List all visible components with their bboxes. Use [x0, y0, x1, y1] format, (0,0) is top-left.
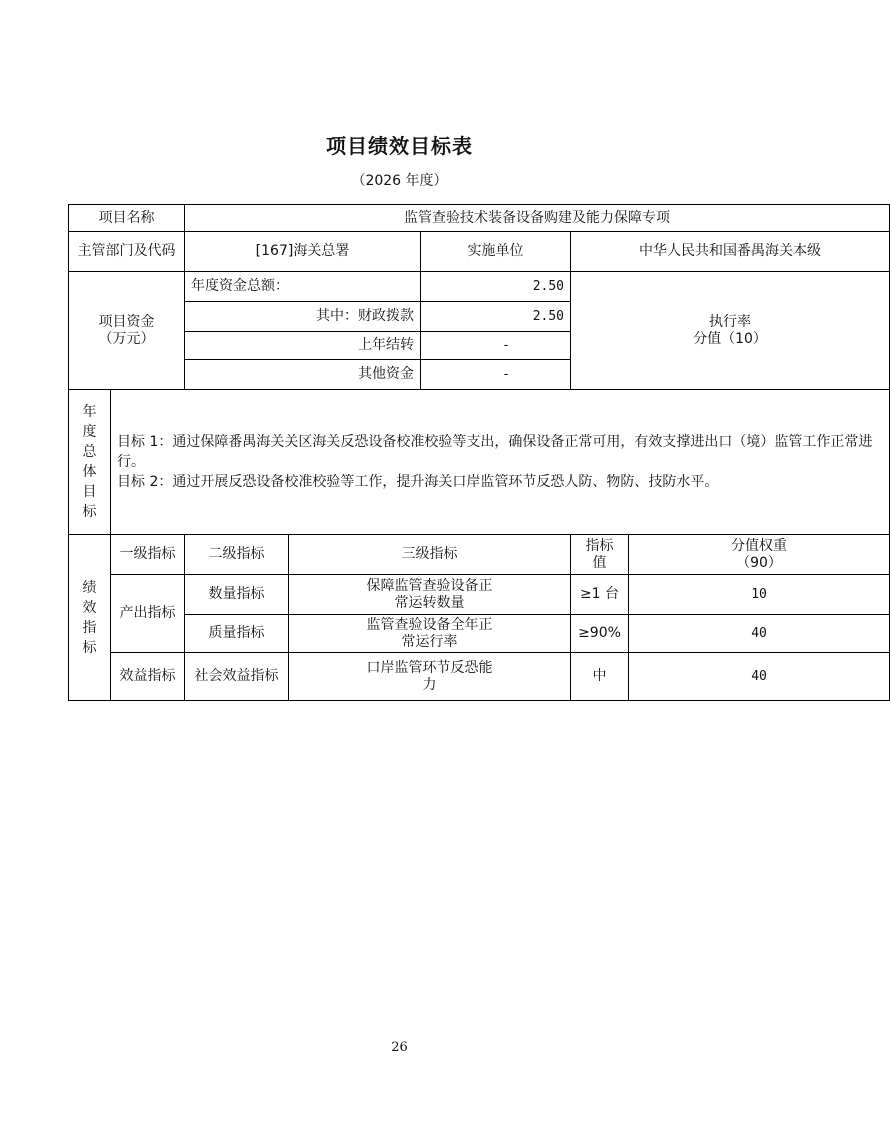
header-value	[571, 535, 629, 575]
header-weight-line1: 分值权重	[731, 537, 788, 554]
row-level3-line1: 保障监管查验设备正	[366, 577, 493, 594]
header-level2: 二级指标	[185, 535, 289, 575]
row-level2: 质量指标	[185, 615, 289, 653]
page-subtitle: （2026 年度）	[351, 173, 448, 189]
header-weight	[629, 535, 890, 575]
row-value: ≥1 台	[571, 575, 629, 615]
perf-label	[69, 535, 111, 701]
row-weight: 40	[629, 615, 890, 653]
annual-total-value: 2.50	[421, 272, 571, 302]
annual-goal-char: 体	[82, 464, 97, 480]
unit-value: 中华人民共和国番禺海关本级	[571, 232, 890, 272]
row-level2: 数量指标	[185, 575, 289, 615]
perf-header-row	[69, 535, 890, 575]
row-level3-line1: 监管查验设备全年正	[366, 616, 493, 633]
header-level1: 一级指标	[111, 535, 185, 575]
unit-label: 实施单位	[421, 232, 571, 272]
table-row	[69, 615, 890, 653]
header-weight-line2: （90）	[736, 554, 782, 571]
perf-label-char: 绩	[82, 579, 97, 596]
perf-label-char: 指	[82, 619, 97, 636]
fiscal-value: 2.50	[421, 302, 571, 332]
exec-rate-score: 分值（10）	[693, 330, 767, 347]
annual-goal-char: 目	[82, 484, 97, 500]
header-value-line2: 值	[592, 554, 607, 571]
perf-label-char: 效	[82, 599, 97, 616]
row-level2: 社会效益指标	[185, 653, 289, 701]
goal-2: 目标 2：通过开展反恐设备校准校验等工作，提升海关口岸监管环节反恐人防、物防、技防水平。	[117, 474, 719, 490]
row-level3-line2: 常运转数量	[394, 594, 465, 611]
funds-total-row	[69, 272, 890, 302]
carryover-label: 上年结转	[185, 332, 421, 360]
table-row	[69, 575, 890, 615]
exec-rate-cell	[571, 272, 890, 390]
funds-label-line1: 项目资金	[98, 313, 155, 330]
row-level3	[289, 615, 571, 653]
annual-goal-char: 度	[82, 424, 97, 440]
project-name-value: 监管查验技术装备设备购建及能力保障专项	[185, 205, 890, 232]
funds-label	[69, 272, 185, 390]
carryover-value: -	[421, 332, 571, 360]
header-level3: 三级指标	[289, 535, 571, 575]
row-level3-line1: 口岸监管环节反恐能	[366, 659, 493, 676]
row-level3-line2: 力	[422, 676, 437, 693]
annual-goal-row	[69, 390, 890, 535]
perf-label-char: 标	[82, 639, 97, 656]
row-value: ≥90%	[571, 615, 629, 653]
annual-goal-char: 年	[82, 404, 97, 420]
row-level3	[289, 653, 571, 701]
row-level3	[289, 575, 571, 615]
annual-total-label: 年度资金总额：	[185, 272, 421, 302]
page-title: 项目绩效目标表	[326, 134, 473, 158]
row-level3-line2: 常运行率	[401, 633, 458, 650]
annual-goals-text	[111, 390, 890, 535]
page-number: 26	[391, 1040, 408, 1055]
project-name-row	[69, 205, 890, 232]
exec-rate-label: 执行率	[709, 313, 752, 330]
other-value: -	[421, 360, 571, 390]
annual-goal-label	[69, 390, 111, 535]
dept-label: 主管部门及代码	[69, 232, 185, 272]
row-weight: 40	[629, 653, 890, 701]
annual-goal-char: 标	[82, 504, 97, 520]
annual-goal-char: 总	[82, 444, 97, 460]
row-weight: 10	[629, 575, 890, 615]
other-label: 其他资金	[185, 360, 421, 390]
dept-row	[69, 232, 890, 272]
fiscal-label: 其中：财政拨款	[185, 302, 421, 332]
row-level1: 效益指标	[111, 653, 185, 701]
table-row	[69, 653, 890, 701]
row-level1: 产出指标	[111, 575, 185, 653]
header-value-line1: 指标	[585, 537, 614, 554]
goal-1: 目标 1：通过保障番禺海关关区海关反恐设备校准校验等支出，确保设备正常可用，有效支撑进出口（境）监管工作正常进行。	[117, 434, 873, 470]
row-value: 中	[571, 653, 629, 701]
dept-value: [167]海关总署	[185, 232, 421, 272]
performance-table	[68, 204, 890, 701]
project-name-label: 项目名称	[69, 205, 185, 232]
funds-label-line2: （万元）	[98, 330, 155, 347]
